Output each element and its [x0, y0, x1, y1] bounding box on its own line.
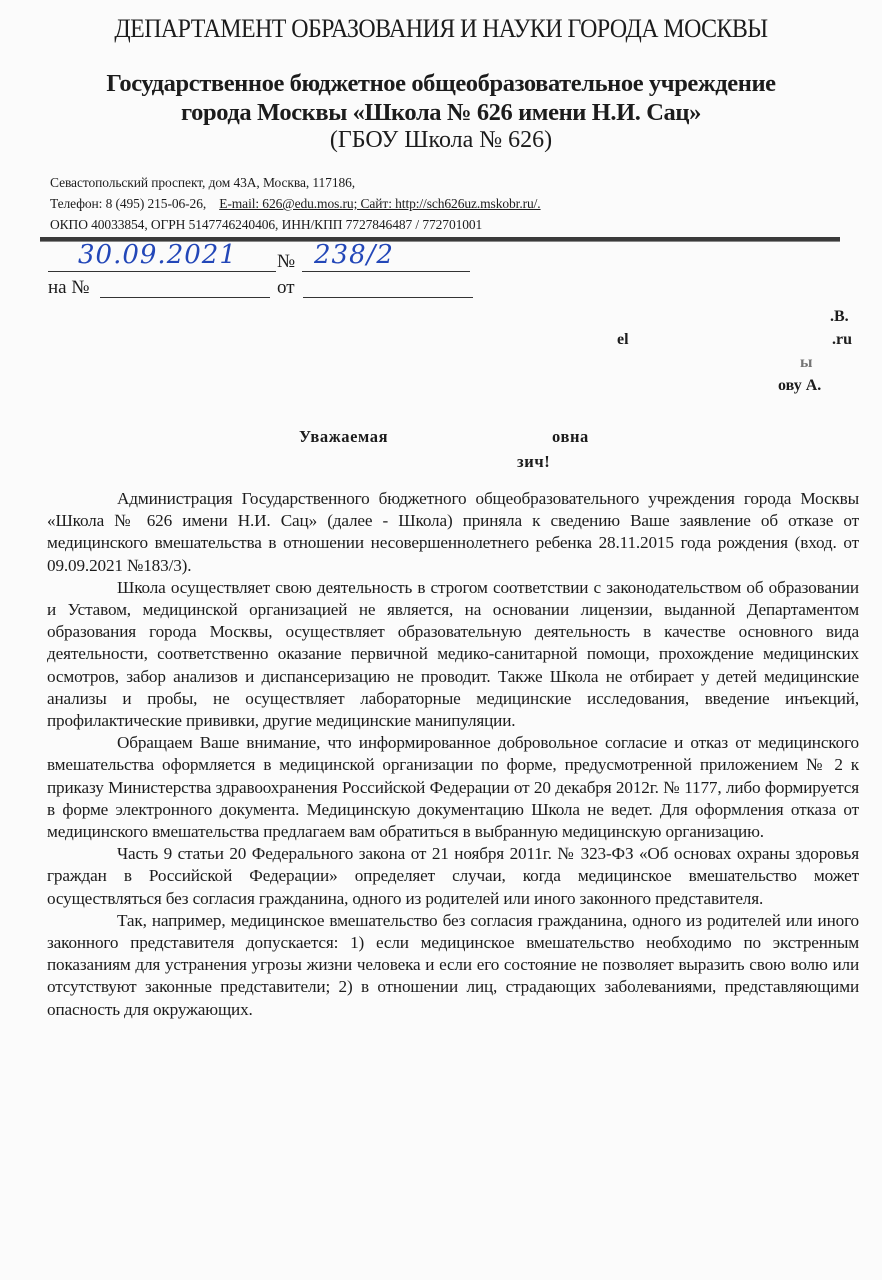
department-title: ДЕПАРТАМЕНТ ОБРАЗОВАНИЯ И НАУКИ ГОРОДА МОСКВЫ [114, 14, 768, 43]
recipient-line1: .В. [830, 308, 849, 325]
number-label: № [277, 251, 296, 272]
reply-number-field-line [100, 297, 270, 298]
phone: Телефон: 8 (495) 215-06-26, [50, 196, 207, 211]
body-paragraph: Школа осуществляет свою деятельность в строгом соответствии с законодательством об образовании и Уставом, медицинской организацией не является, на основании лицензии, выданной Департаментом образования города Москвы, осуществляет образовательную деятельность в качестве основного вида деятельности, соответственно оказание первичной медико-санитарной помощи, прохождение медицинских осмотров, забор анализов и диспансеризацию не проводит. Также Школа не отбирает у детей медицинские анализы и пробы, не осуществляет лабораторные медицинские исследования, введение инъекций, профилактические прививки, другие медицинские манипуляции. [47, 577, 859, 731]
reply-number-label: на № [48, 277, 90, 298]
number-field-line [302, 271, 470, 272]
body-paragraph: Обращаем Ваше внимание, что информированное добровольное согласие и отказ от медицинского вмешательства оформляется в медицинской организации по форме, предусмотренной приложением № 2 к приказу Министерства здравоохранения Российской Федерации от 20 декабря 2012г. № 1177, либо формируется в форме электронного документа. Медицинскую документацию Школа не ведет. Для оформления отказа от медицинского вмешательства предлагаем вам обратиться в выбранную медицинскую организацию. [47, 733, 859, 842]
recipient-line4: ову А. [778, 377, 822, 394]
contacts-line [50, 196, 541, 212]
handwritten-number: 238/2 [314, 240, 394, 270]
greeting-line2: зич! [517, 452, 551, 471]
email-site-link[interactable]: E-mail: 626@edu.mos.ru; Сайт: http://sch626uz.mskobr.ru/. [219, 196, 541, 211]
greeting-line1-left: Уважаемая [299, 427, 389, 446]
organization-name-line2: города Москвы «Школа № 626 имени Н.И. Сац» [181, 99, 701, 126]
recipient-line2-left: el [617, 331, 629, 348]
body-paragraph: Часть 9 статьи 20 Федерального закона от 21 ноября 2011г. № 323-ФЗ «Об основах охраны здоровья граждан в Российской Федерации» определяет случаи, когда медицинское вмешательство может осуществляться без согласия гражданина, одного из родителей или иного законного представителя. [47, 844, 859, 908]
organization-name-line1: Государственное бюджетное общеобразовательное учреждение [106, 70, 776, 97]
organization-short-name: (ГБОУ Школа № 626) [329, 127, 553, 153]
address: Севастопольский проспект, дом 43А, Москва, 117186, [50, 175, 356, 190]
date-field-line [48, 271, 276, 272]
handwritten-date: 30.09.2021 [78, 240, 237, 270]
greeting-line1-right: овна [552, 427, 589, 446]
reply-from-field-line [303, 297, 473, 298]
recipient-line2-right: .ru [832, 331, 852, 348]
body-paragraph: Администрация Государственного бюджетного общеобразовательного учреждения города Москвы «Школа № 626 имени Н.И. Сац» (далее - Школа) приняла к сведению Ваше заявление об отказе от медицинского вмешательства в отношении несовершеннолетнего ребенка 28.11.2015 года рождения (вход. от 09.09.2021 №183/3). [47, 489, 859, 575]
reply-from-label: от [277, 277, 295, 298]
recipient-line3: ы [800, 354, 813, 371]
body-paragraph: Так, например, медицинское вмешательство без согласия гражданина, одного из родителей или иного законного представителя допускается: 1) если медицинское вмешательство необходимо по экстренным показаниям для устранения угрозы жизни человека и если его состояние не позволяет выразить свою волю или отсутствуют законные представители; 2) в отношении лиц, страдающих заболеваниями, представляющими опасность для окружающих. [47, 910, 859, 1019]
registration-codes: ОКПО 40033854, ОГРН 5147746240406, ИНН/КПП 7727846487 / 772701001 [50, 217, 483, 232]
letter-body [47, 488, 859, 1021]
